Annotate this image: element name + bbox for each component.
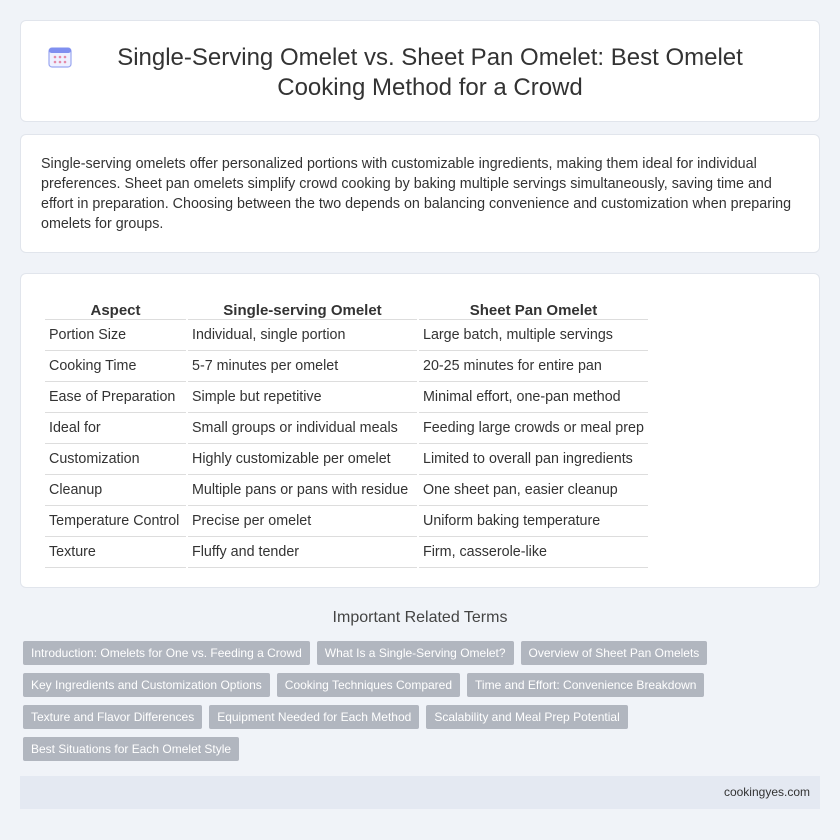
intro-card	[20, 134, 820, 253]
cell-sheet: Limited to overall pan ingredients	[419, 444, 648, 475]
cell-aspect: Ideal for	[45, 413, 186, 444]
header-single-serving: Single-serving Omelet	[188, 296, 417, 320]
related-terms-heading: Important Related Terms	[332, 609, 508, 626]
cell-aspect: Portion Size	[45, 320, 186, 351]
table-row	[45, 351, 648, 382]
comparison-card	[20, 273, 820, 588]
related-term-link[interactable]: Key Ingredients and Customization Options	[23, 673, 270, 697]
cell-sheet: Feeding large crowds or meal prep	[419, 413, 648, 444]
table-row	[45, 382, 648, 413]
cell-aspect: Ease of Preparation	[45, 382, 186, 413]
cell-aspect: Customization	[45, 444, 186, 475]
cell-aspect: Temperature Control	[45, 506, 186, 537]
table-row	[45, 413, 648, 444]
cell-single: Highly customizable per omelet	[188, 444, 417, 475]
cell-single: Multiple pans or pans with residue	[188, 475, 417, 506]
cell-single: Fluffy and tender	[188, 537, 417, 568]
related-term-link[interactable]: Introduction: Omelets for One vs. Feeding a Crowd	[23, 641, 310, 665]
header-sheet-pan: Sheet Pan Omelet	[419, 296, 648, 320]
site-link[interactable]: cookingyes.com	[723, 785, 810, 799]
header-aspect: Aspect	[45, 296, 186, 320]
cell-single: Individual, single portion	[188, 320, 417, 351]
table-row	[45, 506, 648, 537]
related-term-link[interactable]: Overview of Sheet Pan Omelets	[521, 641, 708, 665]
cell-single: Precise per omelet	[188, 506, 417, 537]
related-term-link[interactable]: What Is a Single-Serving Omelet?	[317, 641, 514, 665]
related-term-link[interactable]: Time and Effort: Convenience Breakdown	[467, 673, 704, 697]
cell-sheet: Minimal effort, one-pan method	[419, 382, 648, 413]
cell-single: Simple but repetitive	[188, 382, 417, 413]
related-term-link[interactable]: Texture and Flavor Differences	[23, 705, 202, 729]
table-row	[45, 475, 648, 506]
related-term-link[interactable]: Scalability and Meal Prep Potential	[426, 705, 627, 729]
cell-aspect: Cleanup	[45, 475, 186, 506]
cell-aspect: Cooking Time	[45, 351, 186, 382]
table-row	[45, 537, 648, 568]
related-terms-list	[23, 641, 713, 761]
cell-sheet: Uniform baking temperature	[419, 506, 648, 537]
comparison-table	[43, 296, 650, 568]
table-header-row	[45, 296, 648, 320]
cell-single: 5-7 minutes per omelet	[188, 351, 417, 382]
cell-sheet: 20-25 minutes for entire pan	[419, 351, 648, 382]
cell-aspect: Texture	[45, 537, 186, 568]
related-term-link[interactable]: Best Situations for Each Omelet Style	[23, 737, 239, 761]
table-row	[45, 320, 648, 351]
footer	[20, 776, 820, 809]
title-card	[20, 20, 820, 122]
cell-sheet: One sheet pan, easier cleanup	[419, 475, 648, 506]
table-row	[45, 444, 648, 475]
cell-single: Small groups or individual meals	[188, 413, 417, 444]
cell-sheet: Large batch, multiple servings	[419, 320, 648, 351]
related-term-link[interactable]: Cooking Techniques Compared	[277, 673, 460, 697]
intro-paragraph: Single-serving omelets offer personalized portions with customizable ingredients, making them ideal for individual preferences. Sheet pan omelets simplify crowd cooking by baking multiple servings simultaneously, saving time and effort in preparation. Choosing between the two depends on balancing convenience and customization when preparing omelets for groups.	[41, 156, 792, 232]
page-title: Single-Serving Omelet vs. Sheet Pan Omelet: Best Omelet Cooking Method for a Crowd	[117, 44, 743, 101]
cell-sheet: Firm, casserole-like	[419, 537, 648, 568]
related-term-link[interactable]: Equipment Needed for Each Method	[209, 705, 419, 729]
